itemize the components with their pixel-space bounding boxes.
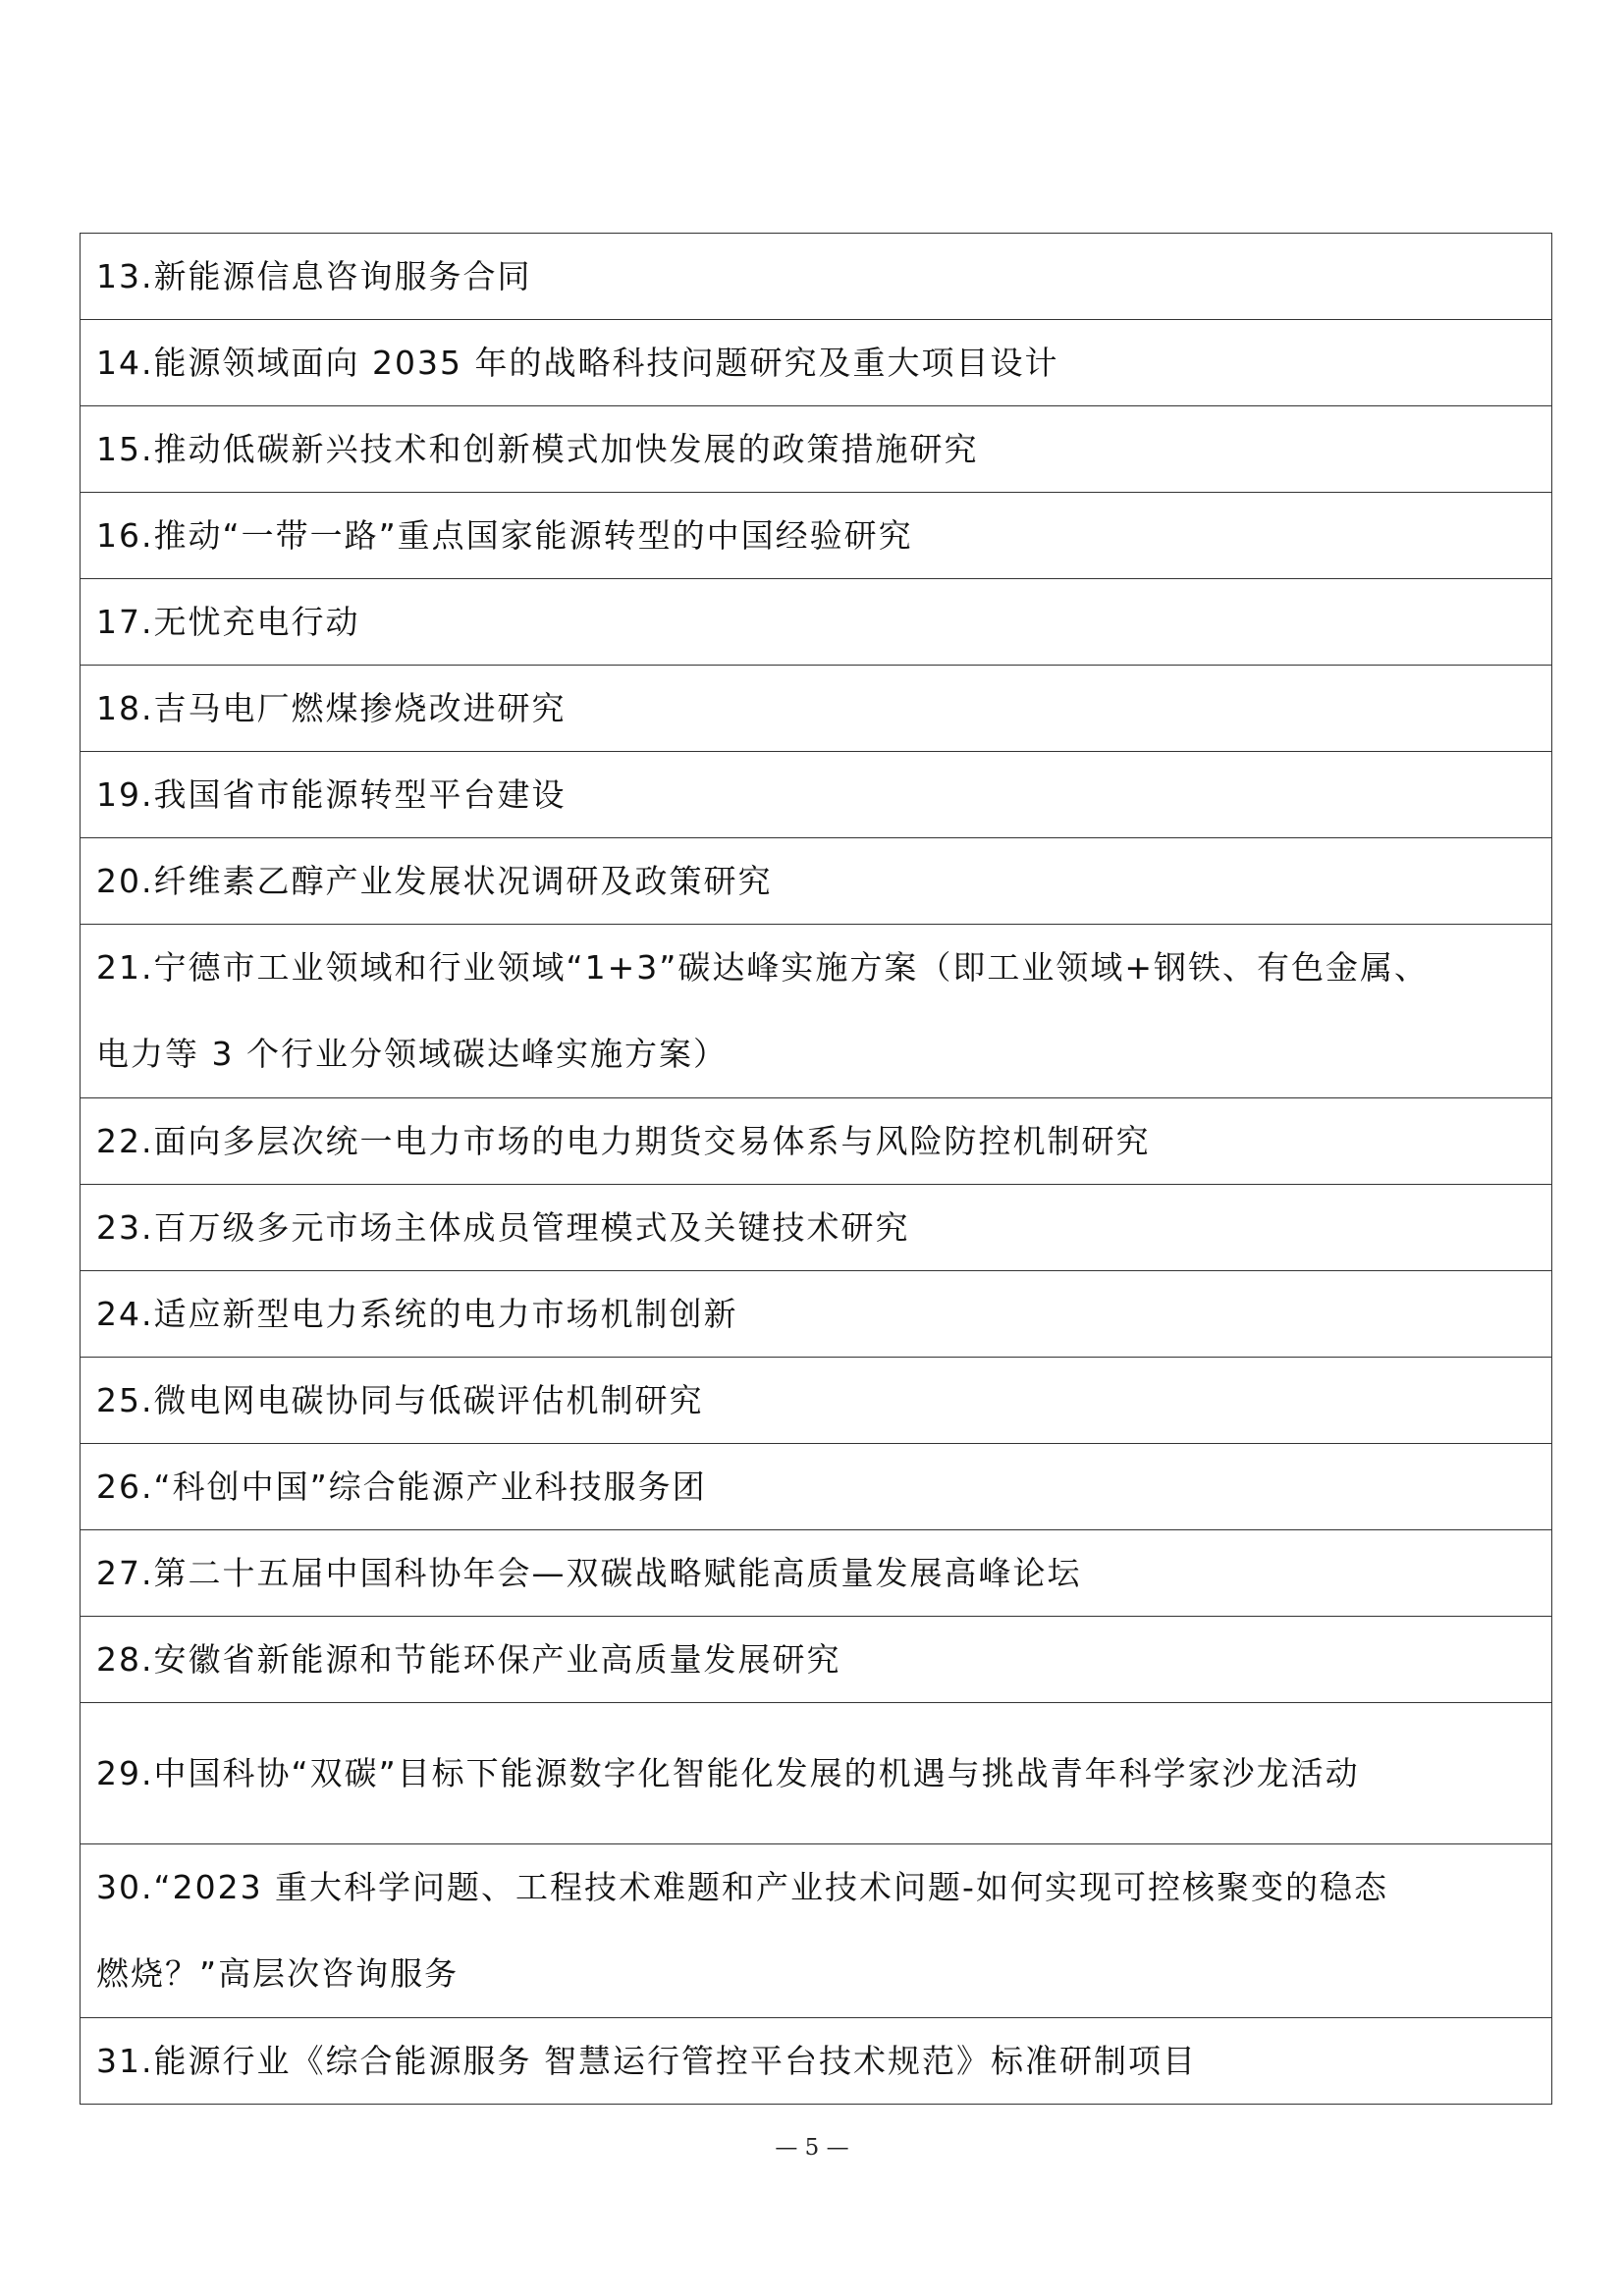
table-row — [81, 666, 1552, 752]
table-row — [81, 1844, 1552, 2018]
table-row — [81, 1530, 1552, 1617]
list-item-line-2: 燃烧？”高层次咨询服务 — [96, 1954, 460, 1993]
table-row — [81, 1703, 1552, 1844]
table-row — [81, 925, 1552, 1098]
table-row — [81, 1271, 1552, 1358]
list-item: 17.无忧充电行动 — [81, 579, 1552, 666]
list-item: 28.安徽省新能源和节能环保产业高质量发展研究 — [81, 1617, 1552, 1703]
table-row — [81, 1185, 1552, 1271]
list-item: 29.中国科协“双碳”目标下能源数字化智能化发展的机遇与挑战青年科学家沙龙活动 — [81, 1703, 1552, 1844]
table-row — [81, 1098, 1552, 1185]
list-item: 16.推动“一带一路”重点国家能源转型的中国经验研究 — [81, 493, 1552, 579]
table-row — [81, 838, 1552, 925]
table-row — [81, 1358, 1552, 1444]
list-item: 25.微电网电碳协同与低碳评估机制研究 — [81, 1358, 1552, 1444]
page-number: — 5 — — [775, 2135, 849, 2161]
table-row — [81, 493, 1552, 579]
list-item — [81, 1844, 1552, 2018]
table-row — [81, 406, 1552, 493]
list-item: 22.面向多层次统一电力市场的电力期货交易体系与风险防控机制研究 — [81, 1098, 1552, 1185]
list-item: 24.适应新型电力系统的电力市场机制创新 — [81, 1271, 1552, 1358]
table-row — [81, 1444, 1552, 1530]
list-item: 27.第二十五届中国科协年会—双碳战略赋能高质量发展高峰论坛 — [81, 1530, 1552, 1617]
list-item: 14.能源领域面向 2035 年的战略科技问题研究及重大项目设计 — [81, 320, 1552, 406]
project-list-table — [80, 233, 1552, 2105]
list-item: 20.纤维素乙醇产业发展状况调研及政策研究 — [81, 838, 1552, 925]
list-item: 31.能源行业《综合能源服务 智慧运行管控平台技术规范》标准研制项目 — [81, 2018, 1552, 2105]
list-item: 26.“科创中国”综合能源产业科技服务团 — [81, 1444, 1552, 1530]
list-item: 13.新能源信息咨询服务合同 — [81, 234, 1552, 320]
list-item-line-2: 电力等 3 个行业分领域碳达峰实施方案） — [96, 1035, 728, 1073]
list-item: 19.我国省市能源转型平台建设 — [81, 752, 1552, 838]
list-item — [81, 925, 1552, 1098]
table-row — [81, 752, 1552, 838]
table-row — [81, 234, 1552, 320]
table-row — [81, 320, 1552, 406]
table-row — [81, 2018, 1552, 2105]
list-item: 15.推动低碳新兴技术和创新模式加快发展的政策措施研究 — [81, 406, 1552, 493]
list-item: 23.百万级多元市场主体成员管理模式及关键技术研究 — [81, 1185, 1552, 1271]
list-item-line-1: 21.宁德市工业领域和行业领域“1+3”碳达峰实施方案（即工业领域+钢铁、有色金属、 — [96, 948, 1429, 987]
table-row — [81, 579, 1552, 666]
list-item: 18.吉马电厂燃煤掺烧改进研究 — [81, 666, 1552, 752]
list-item-line-1: 30.“2023 重大科学问题、工程技术难题和产业技术问题-如何实现可控核聚变的稳态 — [96, 1868, 1388, 1906]
table-row — [81, 1617, 1552, 1703]
